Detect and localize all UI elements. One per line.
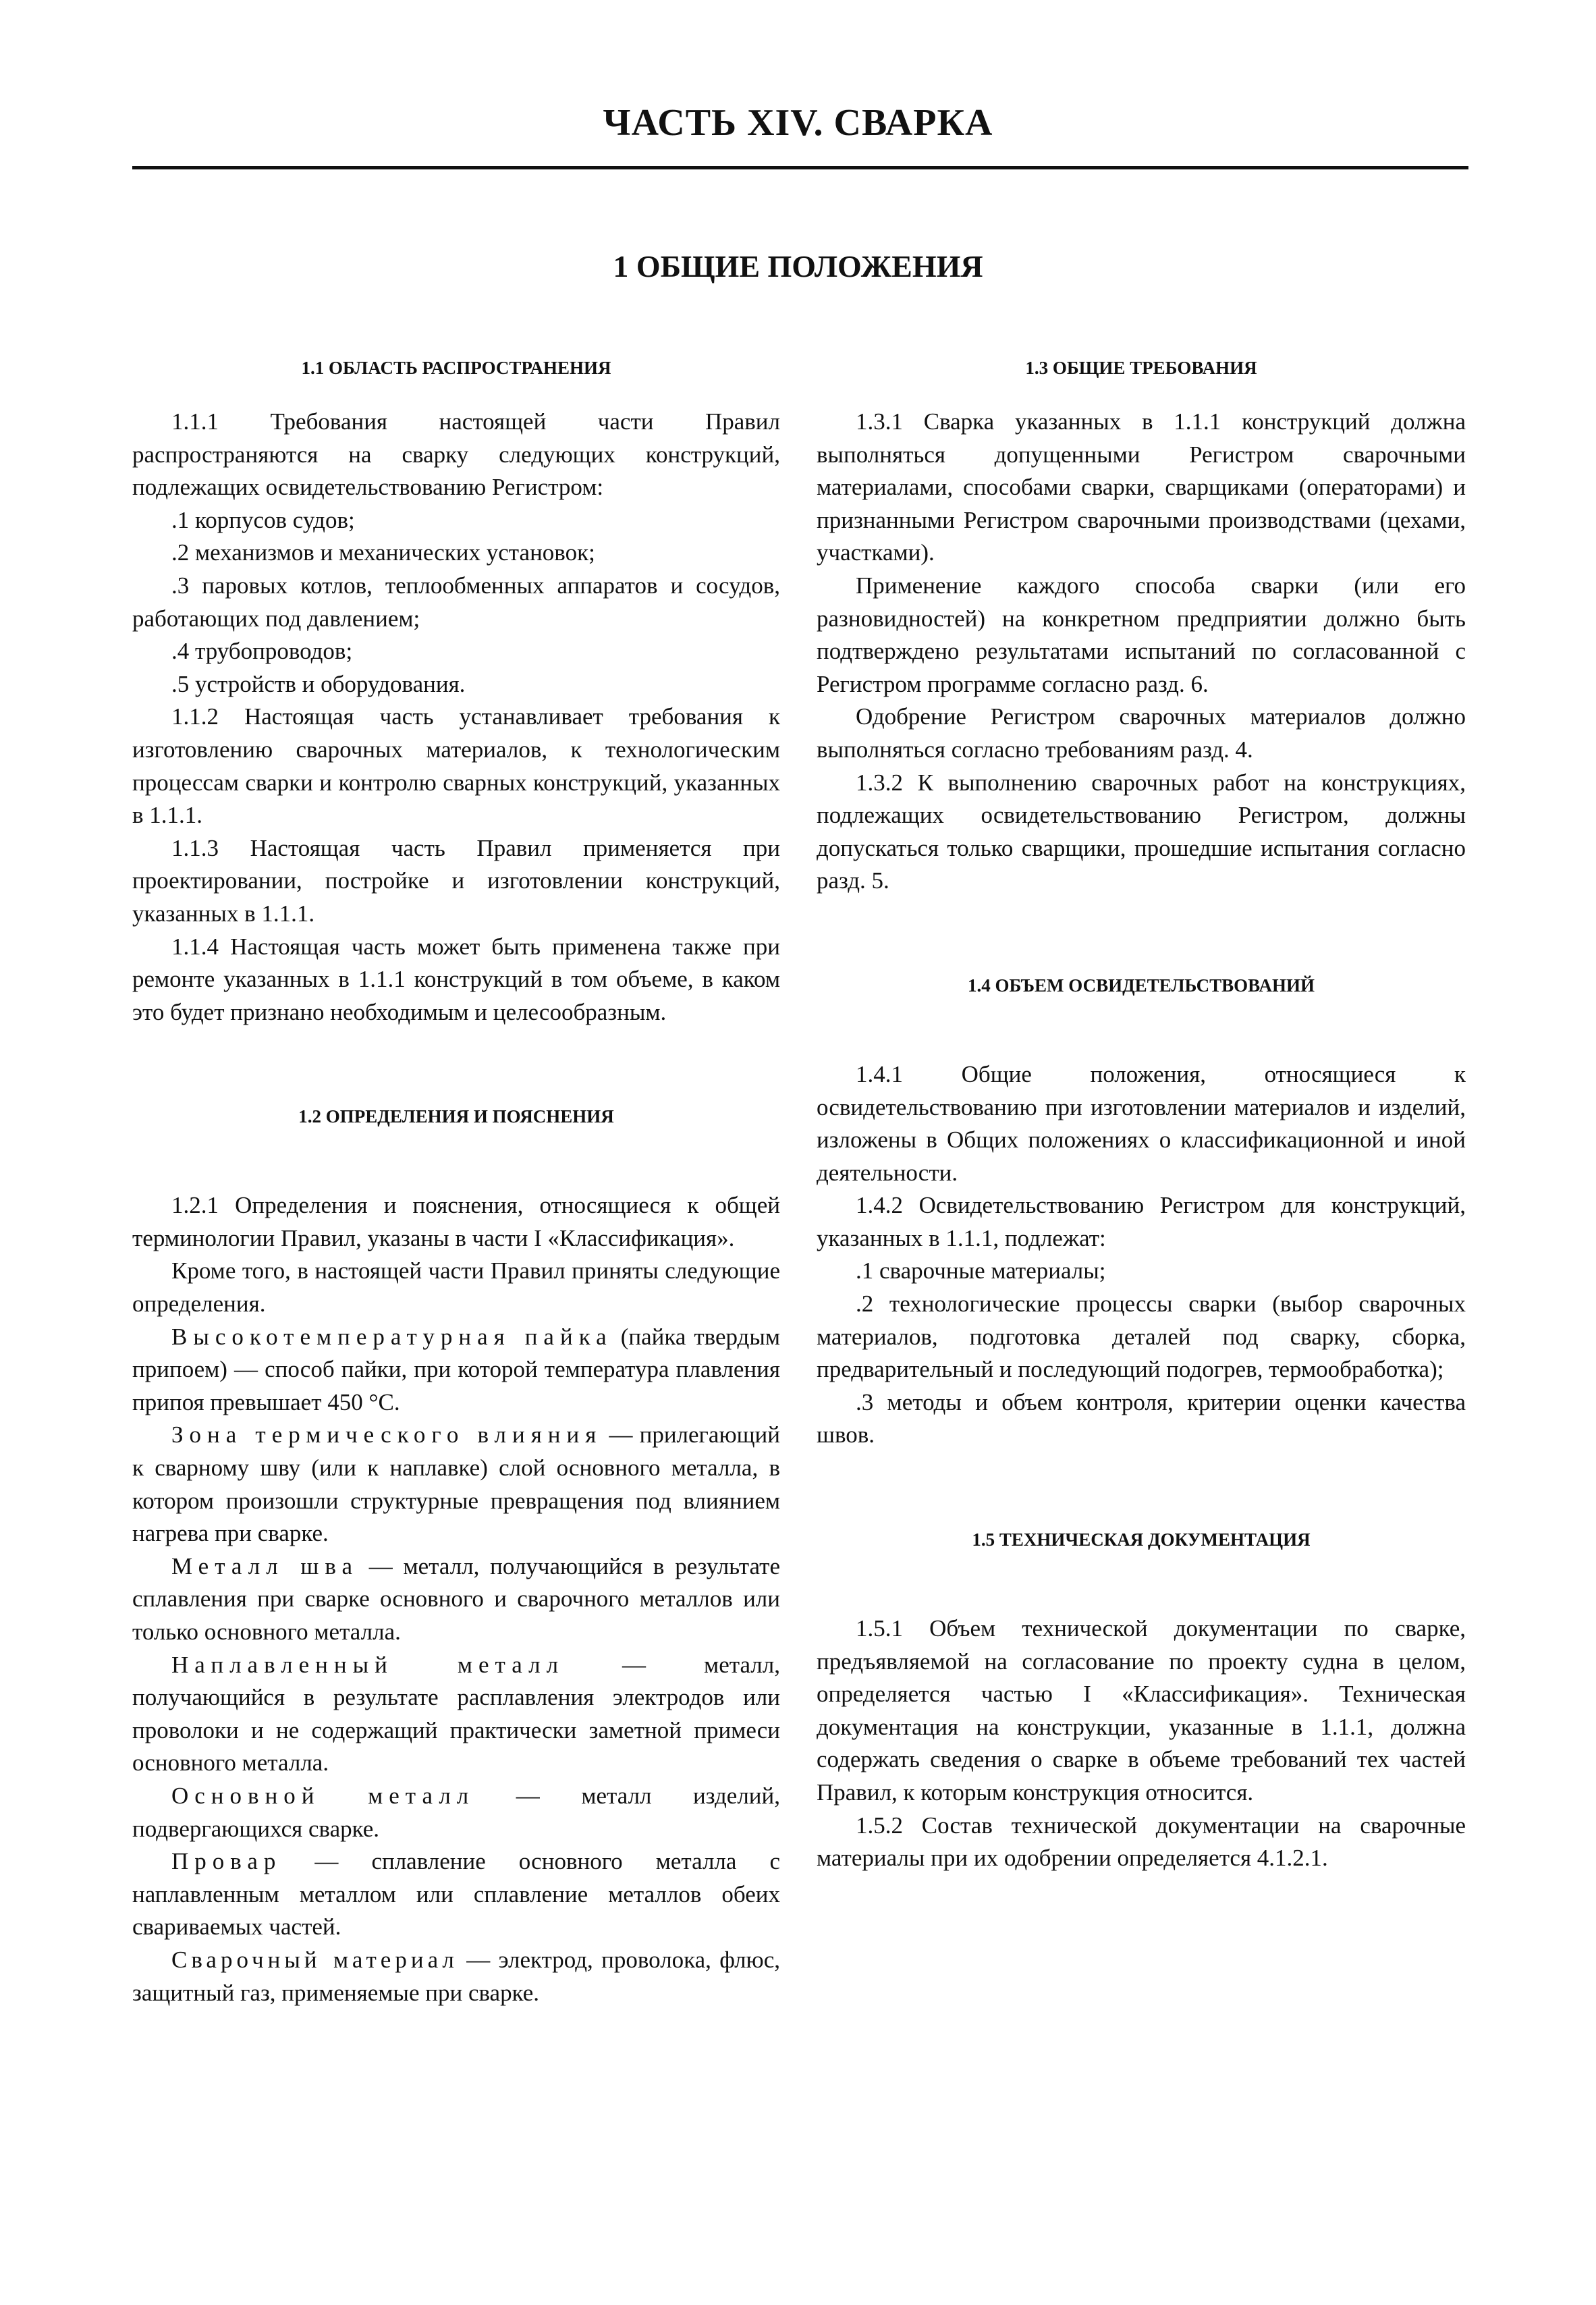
definition-brazing xyxy=(132,1321,780,1419)
section-1-3-heading: 1.3 ОБЩИЕ ТРЕБОВАНИЯ xyxy=(1025,358,1257,378)
definition-term: Высокотемпературная пайка xyxy=(171,1323,613,1350)
definition-text: — электрод, проволока, флюс, защитный газ, применяемые при сварке. xyxy=(132,1946,780,2006)
list-item-1: .1 сварочные материалы; xyxy=(856,1257,1106,1284)
list-item-4: .4 трубопроводов; xyxy=(171,638,353,665)
definition-text: — прилегающий к сварному шву (или к наплавке) слой основного металла, в котором произошли структурные превращения под влиянием нагрева при сварке. xyxy=(132,1421,780,1547)
definition-welding-consumable xyxy=(132,1944,780,2009)
definition-term: Основной металл xyxy=(171,1782,475,1809)
definition-text: (пайка твердым припоем) — способ пайки, при которой температура плавления припоя превышает 450 °C. xyxy=(132,1323,780,1415)
definition-text: — металл, получающийся в результате расплавления электродов или проволоки и не содержащий практически заметной примеси основного металла. xyxy=(132,1651,780,1777)
definition-deposited-metal xyxy=(132,1649,780,1780)
paragraph-1-5-1: 1.5.1 Объем технической документации по сварке, предъявляемой на согласование по проекту судна в целом, определяется частью I «Классификация». Техническая документация на конструкции, указанные в 1.1.1, должна содержать сведения о сварке в объеме требований тех частей Правил, к которым конструкция относится. xyxy=(817,1615,1466,1806)
paragraph-1-3-1-c: Одобрение Регистром сварочных материалов должно выполняться согласно требованиям разд. 4. xyxy=(817,703,1466,763)
list-item-2: .2 технологические процессы сварки (выбор сварочных материалов, подготовка деталей под сварку, сборка, предварительный и последующий подогрев, термообработка); xyxy=(817,1291,1466,1383)
paragraph-1-1-1 xyxy=(132,406,780,504)
paragraph-text: Требования настоящей части Правил распространяются на сварку следующих конструкций, подлежащих освидетельствованию Регистром: xyxy=(132,408,780,501)
paragraph-1-3-2: 1.3.2 К выполнению сварочных работ на конструкциях, подлежащих освидетельствованию Регистром, должны допускаться только сварщики, прошедшие испытания согласно разд. 5. xyxy=(817,769,1466,894)
section-1-2-heading: 1.2 ОПРЕДЕЛЕНИЯ И ПОЯСНЕНИЯ xyxy=(298,1106,614,1127)
chapter-title: 1 ОБЩИЕ ПОЛОЖЕНИЯ xyxy=(613,249,983,283)
definition-text: — металл изделий, подвергающихся сварке. xyxy=(132,1782,780,1842)
paragraph-1-3-1-b: Применение каждого способа сварки (или его разновидностей) на конкретном предприятии должно быть подтверждено результатами испытаний по согласованной с Регистром программе согласно разд. 6. xyxy=(817,572,1466,697)
definition-text: — металл, получающийся в результате сплавления при сварке основного и сварочного металлов или только основного металла. xyxy=(132,1552,780,1645)
definition-base-metal xyxy=(132,1780,780,1845)
paragraph-1-1-3: 1.1.3 Настоящая часть Правил применяется при проектировании, постройке и изготовлении конструкций, указанных в 1.1.1. xyxy=(132,834,780,927)
right-column xyxy=(817,354,1466,1875)
definition-term: Наплавленный металл xyxy=(171,1651,565,1678)
paragraph-number: 1.1.1 xyxy=(171,408,219,435)
paragraph-1-4-2: 1.4.2 Освидетельствованию Регистром для конструкций, указанных в 1.1.1, подлежат: xyxy=(817,1192,1466,1251)
paragraph-1-1-2: 1.1.2 Настоящая часть устанавливает требования к изготовлению сварочных материалов, к технологическим процессам сварки и контролю сварных конструкций, указанных в 1.1.1. xyxy=(132,703,780,829)
section-1-5-heading: 1.5 ТЕХНИЧЕСКАЯ ДОКУМЕНТАЦИЯ xyxy=(972,1529,1311,1550)
definition-term: Провар xyxy=(171,1848,282,1875)
definition-text: — сплавление основного металла с наплавленным металлом или сплавление металлов обеих свариваемых частей. xyxy=(132,1848,780,1941)
list-item-5: .5 устройств и оборудования. xyxy=(171,670,466,697)
definition-term: Зона термического влияния xyxy=(171,1421,603,1448)
paragraph-1-2-1: 1.2.1 Определения и пояснения, относящиеся к общей терминологии Правил, указаны в части I «Классификация». xyxy=(132,1192,780,1251)
title-rule xyxy=(132,166,1468,169)
left-column xyxy=(132,354,780,2009)
definition-haz xyxy=(132,1419,780,1550)
definition-term: Металл шва xyxy=(171,1552,358,1579)
list-item-3: .3 паровых котлов, теплообменных аппаратов и сосудов, работающих под давлением; xyxy=(132,572,780,632)
definition-weld-metal xyxy=(132,1550,780,1649)
part-title: ЧАСТЬ XIV. СВАРКА xyxy=(603,102,993,144)
paragraph-1-1-4: 1.1.4 Настоящая часть может быть применена также при ремонте указанных в 1.1.1 конструкций в том объеме, в каком это будет признано необходимым и целесообразным. xyxy=(132,933,780,1025)
paragraph-1-5-2: 1.5.2 Состав технической документации на сварочные материалы при их одобрении определяется 4.1.2.1. xyxy=(817,1812,1466,1872)
definition-term: Сварочный материал xyxy=(171,1946,458,1973)
paragraph-1-2-intro: Кроме того, в настоящей части Правил приняты следующие определения. xyxy=(132,1257,780,1318)
list-item-2: .2 механизмов и механических установок; xyxy=(171,539,595,566)
paragraph-1-4-1: 1.4.1 Общие положения, относящиеся к освидетельствованию при изготовлении материалов и изделий, изложены в Общих положениях о классификационной и иной деятельности. xyxy=(817,1060,1466,1186)
section-1-4-heading: 1.4 ОБЪЕМ ОСВИДЕТЕЛЬСТВОВАНИЙ xyxy=(968,975,1315,996)
definition-penetration xyxy=(132,1845,780,1944)
paragraph-1-3-1: 1.3.1 Сварка указанных в 1.1.1 конструкций должна выполняться допущенными Регистром сварочными материалами, способами сварки, сварщиками (операторами) и признанными Регистром сварочными производствами (цехами, участками). xyxy=(817,408,1466,566)
section-1-1-heading: 1.1 ОБЛАСТЬ РАСПРОСТРАНЕНИЯ xyxy=(301,358,611,378)
list-item-3: .3 методы и объем контроля, критерии оценки качества швов. xyxy=(817,1388,1466,1448)
list-item-1: .1 корпусов судов; xyxy=(171,506,355,533)
